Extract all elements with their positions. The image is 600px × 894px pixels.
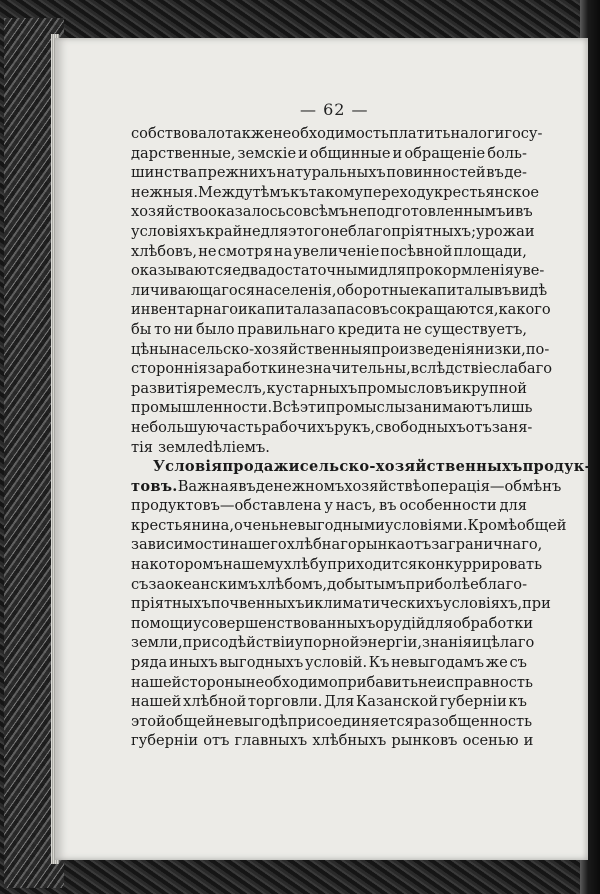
text-line: пріятныхъ почвенныхъ и климатическихъ условіяхъ, при (131, 595, 551, 613)
text-line: товъ. Важная въ денежномъ хозяйствѣ операція—обмѣнъ (131, 477, 562, 495)
text-line: нежныя. Между тѣмъ къ такому переходу крестьянское (131, 183, 539, 201)
text-line: помощи усовершенствованныхъ орудій для обработки (131, 614, 534, 632)
text-line: съ заокеанскимъ хлѣбомъ, добытымъ при болѣе благо- (131, 575, 527, 593)
text-line: стороннія заработки незначительны, вслѣдствіе слабаго (131, 360, 553, 378)
text-line: бы то ни было правильнаго кредита не существуетъ, (131, 320, 527, 338)
text-line: этой общей невыгодѣ присоединяется разобщенность (131, 712, 533, 730)
text-line: зависимости нашего хлѣбнаго рынка отъ заграничнаго, (131, 536, 543, 554)
text-line: ряда иныхъ выгодныхъ условій. Къ невыгодамъ же съ (131, 654, 527, 672)
text-line: Условія продажи сельско-хозяйственныхъ продук- (153, 458, 591, 476)
text-line: продуктовъ—обставлена у насъ, въ особенности для (131, 497, 527, 515)
text-line: нашей стороны необходимо прибавить неисправность (131, 673, 533, 691)
text-line: инвентарнаго и капитала запасовъ сокращаются, какого (131, 301, 551, 319)
text-line: небольшую часть рабочихъ рукъ, свободныхъ отъ заня- (131, 418, 533, 436)
text-line: хозяйство оказалось совсѣмъ неподготовленнымъ и въ (131, 203, 533, 221)
text-line: хлѣбовъ, не смотря на увеличеніе посѣвной площади, (131, 242, 527, 260)
text-line: земли, при содѣйствіи упорной энергіи, знанія и цѣлаго (131, 634, 535, 652)
text-line: дарственные, земскіе и общинные и обращеніе боль- (131, 144, 527, 162)
text-line: цѣны на сельско-хозяйственныя произведенія низки, по- (131, 340, 550, 358)
text-line: личивающагося населенія, оборотные капиталы въ видѣ (131, 281, 548, 299)
text-line: оказываются едва достаточными для прокормленія уве- (131, 262, 545, 280)
body-text (131, 124, 591, 751)
text-line: губерніи отъ главныхъ хлѣбныхъ рынковъ осенью и (131, 732, 534, 750)
page-number: — 62 — (300, 100, 369, 119)
text-line: развитія ремеслъ, кустарныхъ промысловъ и крупной (131, 379, 527, 397)
text-line: шинства прежнихъ натуральныхъ повинностей въ де- (131, 164, 527, 182)
text-line: собствовало также необходимость платить налоги госу- (131, 125, 543, 142)
text-line: условіяхъ крайне для этого неблагопріятныхъ; урожаи (131, 222, 535, 240)
text-line: крестьянина, очень невыгодными условіями. Кромѣ общей (131, 516, 567, 534)
text-line: на которомъ нашему хлѣбу приходится конкуррировать (131, 556, 543, 574)
text-line: тія землedѣліемъ. (131, 438, 270, 456)
text-line: нашей хлѣбной торговли. Для Казанской губерніи къ (131, 693, 527, 711)
text-line: промышленности. Всѣ эти промыслы занимаютъ лишь (131, 399, 533, 417)
